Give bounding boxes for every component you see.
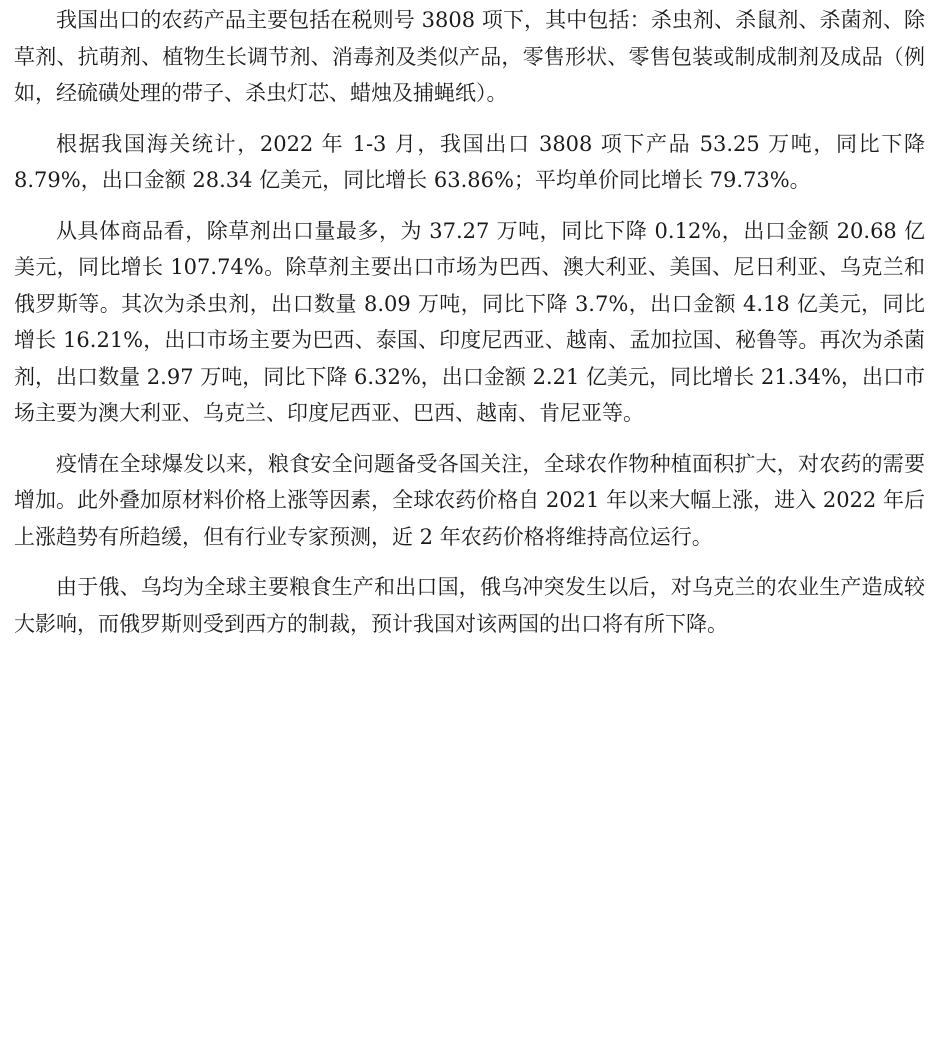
paragraph-product-breakdown: 从具体商品看，除草剂出口量最多，为 37.27 万吨，同比下降 0.12%，出口金额 20.68 亿美元，同比增长 107.74%。除草剂主要出口市场为巴西、澳大利亚、美国、尼日利亚、乌克兰和俄罗斯等。其次为杀虫剂，出口数量 8.09 万吨，同比下降 3.7%，出口金额 4.18 亿美元，同比增长 16.21%，出口市场主要为巴西、泰国、印度尼西亚、越南、孟加拉国、秘鲁等。再次为杀菌剂，出口数量 2.97 万吨，同比下降 6.32%，出口金额 2.21 亿美元，同比增长 21.34%，出口市场主要为澳大利亚、乌克兰、印度尼西亚、巴西、越南、肯尼亚等。 bbox=[14, 218, 925, 425]
paragraph-price-trend: 疫情在全球爆发以来，粮食安全问题备受各国关注，全球农作物种植面积扩大，对农药的需要增加。此外叠加原材料价格上涨等因素，全球农药价格自 2021 年以来大幅上涨，进入 2022 年后上涨趋势有所趋缓，但有行业专家预测，近 2 年农药价格将维持高位运行。 bbox=[14, 451, 925, 549]
paragraph-russia-ukraine-outlook: 由于俄、乌均为全球主要粮食生产和出口国，俄乌冲突发生以后，对乌克兰的农业生产造成较大影响，而俄罗斯则受到西方的制裁，预计我国对该两国的出口将有所下降。 bbox=[14, 575, 925, 636]
paragraph-pesticide-scope: 我国出口的农药产品主要包括在税则号 3808 项下，其中包括：杀虫剂、杀鼠剂、杀菌剂、除草剂、抗萌剂、植物生长调节剂、消毒剂及类似产品，零售形状、零售包装或制成制剂及成品（例如，经硫磺处理的带子、杀虫灯芯、蜡烛及捕蝇纸）。 bbox=[14, 8, 925, 105]
paragraph-customs-statistics: 根据我国海关统计，2022 年 1-3 月，我国出口 3808 项下产品 53.25 万吨，同比下降 8.79%，出口金额 28.34 亿美元，同比增长 63.86%；平均单价同比增长 79.73%。 bbox=[14, 131, 925, 192]
